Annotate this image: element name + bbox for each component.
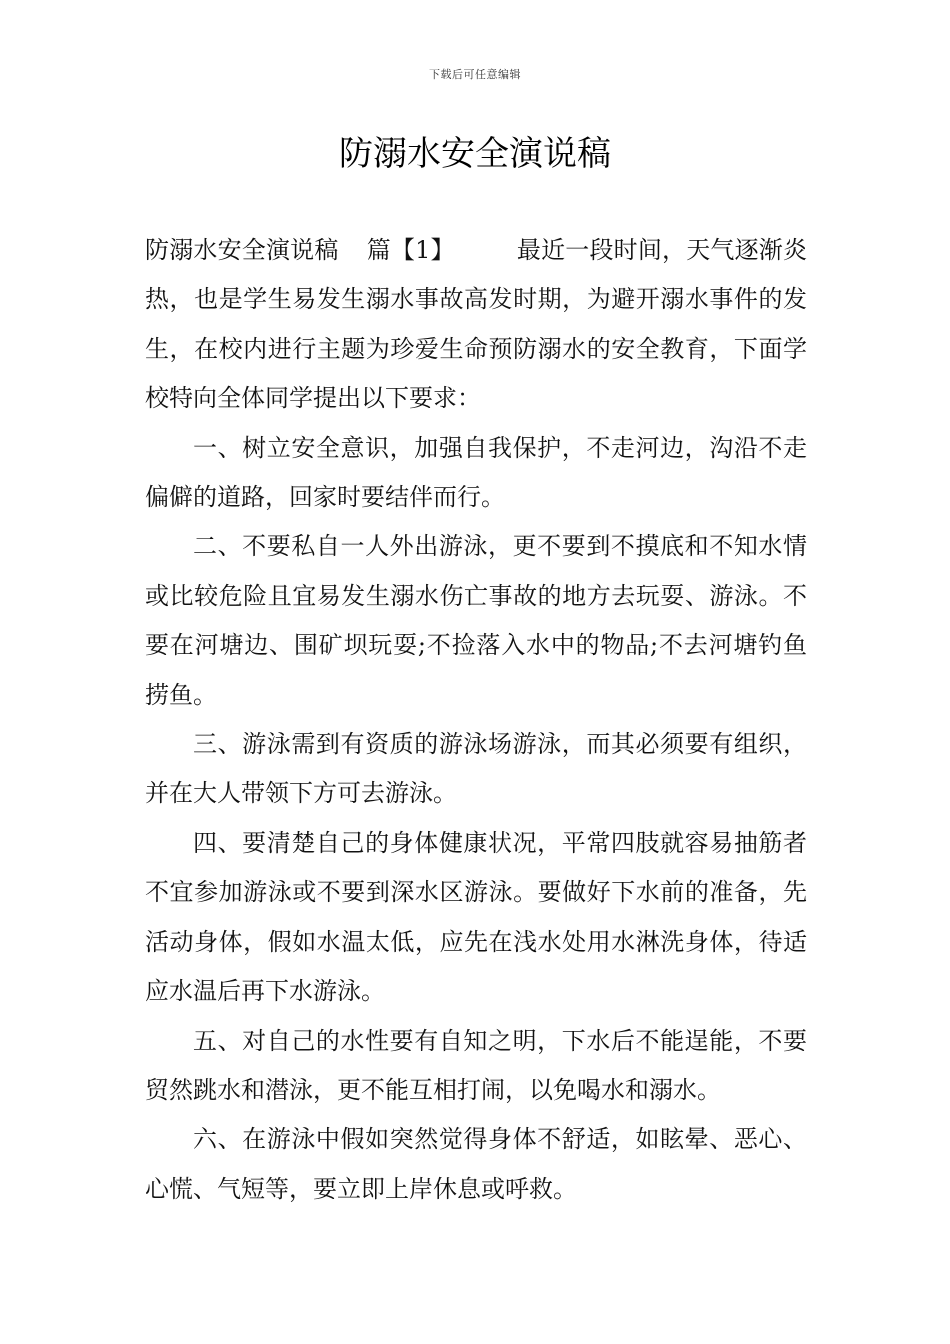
paragraph-6: 六、在游泳中假如突然觉得身体不舒适，如眩晕、恶心、心慌、气短等，要立即上岸休息或呼救。 bbox=[145, 1125, 807, 1203]
paragraph-4: 四、要清楚自己的身体健康状况，平常四肢就容易抽筋者不宜参加游泳或不要到深水区游泳。要做好下水前的准备，先活动身体，假如水温太低，应先在浅水处用水淋洗身体，待适应水温后再下水游泳。 bbox=[145, 828, 807, 1006]
document-title: 防溺水安全演说稿 bbox=[339, 134, 611, 174]
paragraph-2: 二、不要私自一人外出游泳，更不要到不摸底和不知水情或比较危险且宜易发生溺水伤亡事故的地方去玩耍、游泳。不要在河塘边、围矿坝玩耍;不捡落入水中的物品;不去河塘钓鱼捞鱼。 bbox=[145, 532, 807, 709]
intro-text: 最近一段时间，天气逐渐炎热，也是学生易发生溺水事故高发时期，为避开溺水事件的发生，在校内进行主题为珍爱生命预防溺水的安全教育，下面学校特向全体同学提出以下要求： bbox=[145, 236, 807, 413]
paragraph-3: 三、游泳需到有资质的游泳场游泳，而其必须要有组织，并在大人带领下方可去游泳。 bbox=[145, 730, 807, 808]
paragraph-5: 五、对自己的水性要有自知之明，下水后不能逞能，不要贸然跳水和潜泳，更不能互相打闹，以免喝水和溺水。 bbox=[145, 1026, 807, 1104]
header-note: 下载后可任意编辑 bbox=[429, 68, 521, 81]
intro-paragraph bbox=[145, 226, 807, 424]
intro-doc-name: 防溺水安全演说稿 bbox=[145, 236, 339, 264]
document-body bbox=[145, 226, 807, 1214]
intro-section-label: 篇【1】 bbox=[366, 236, 455, 264]
paragraph-1: 一、树立安全意识，加强自我保护，不走河边，沟沿不走偏僻的道路，回家时要结伴而行。 bbox=[145, 433, 807, 512]
